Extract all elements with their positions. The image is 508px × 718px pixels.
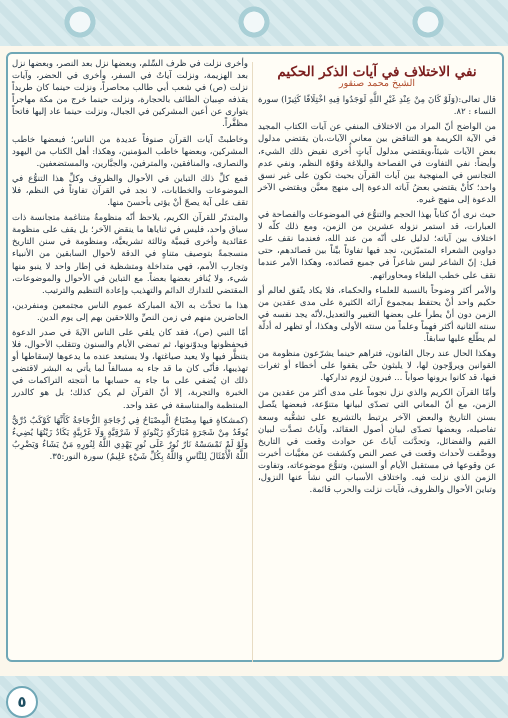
paragraph: والأمر أكثر وضوحاً بالنسبة للعلماء والحكماء، فلا يكاد يتّفق لعالم أو حكيم واحد أنْ يحتفظ بمجموع آرائه الكثيرة على مدى عقدين من الزمن دون أنْ يطرأ على بعضها التغيير والتعديل،لأنّه يجد نفسه في سنته الثانية أكثر فهماً وعلماً من سنته الأولى وهكذا، أو تظهر له أدلّة لم يطّلع عليها سابقاً.: [258, 285, 496, 344]
ornament-icon: [234, 6, 274, 38]
article-title: نفي الاختلاف في آيات الذكر الحكيم: [277, 64, 477, 80]
paragraph: فمع كلِّ ذلك التباين في الأحوال والظروف وكلِّ هذا التنوُّع في الموضوعات والخطابات، لا نجد في القرآن تفاوتاً في النظم، فلا تقف على آية يصحّ أنْ يؤتى بأحسنَ منها.: [12, 173, 248, 209]
paragraph: حيث نرى أنّ كتاباً بهذا الحجم والتنوُّع في الموضوعات والفصاحة في العبارات، قد استمر نزوله عشرين من الزمن، ومع ذلك كلّه لا اختلاف بين آياته؛ لدليل على أنّه من عند الله، فعندما نقف على دواوين الشعراء المتميّزين، نجد فيها تفاوتاً بيِّناً بين قصائدهم، حتى قيل: إنّ الشاعر ليس شاعراً في جميع قصائده، وهكذا الأمر عندما نقف على خطب البلغاء ومحاوراتهم.: [258, 210, 496, 281]
paragraph: وأمّا القرآن الكريم والذي نزل نجوماً على مدى أكثر من عقدين من الزمن، مع أنّ المعاني التي تصدّى لبيانها متنوِّعة، فبعضها يتّصل بسنن التاريخ والبعض الآخر يرتبط بالتشريع على تشعُّبه وسعة تفاصيله، وبعضها تصدّى لبيان أصول العقائد، وآياتٌ تصدَّت لبيان القيم والفضائل، وتحدَّثت آياتٌ عن حوادث وقعت في التاريخ ووصَّفت لأحداث وقعت في عصر النص وكشفت عن مغيَّبات أخبرت عن وقوعها في مستقبل الأيام أو السنين، وتنوُّع موضوعاته، وتفاوت الزمن الذي نزلت فيه. واختلاف الأسباب التي نشأ عنها النزول، وتباين الأحوال والظروف، فآيات نزلت والحرب قائمة.: [258, 388, 496, 496]
paragraph: وأخرى نزلت في ظرف السِّلم، وبعضها نزل بعد النصر، وبعضها نزل بعد الهزيمة، ونزلت آياتٌ في السفر، وأخرى في الحضر، وآيات نزلت (ص) في شعب أبي طالب محاصراً، ونزلت حينما كان طريداً يقذفه صِبيان الطائف بالحجارة، ونزلت حينما خرج من مكة مهاجراً يتوارى عن أعين المشركين في الجبال، ونزلت حينما عاد إليها فاتحاً مظفَّراً.: [12, 59, 248, 130]
quran-verse: (كمشكاةٍ فيها مِصْبَاحٌ الْمِصْبَاحُ فِي زُجَاجَةٍ الزُّجَاجَةُ كَأَنَّهَا كَوْكَبٌ دُرِّيٌّ يُوقَدُ مِنْ شَجَرَةٍ مُبَارَكَةٍ زَيْتُونَةٍ لَا شَرْقِيَّةٍ وَلَا غَرْبِيَّةٍ يَكَادُ زَيْتُهَا يُضِيءُ وَلَوْ لَمْ تَمْسَسْهُ نَارٌ نُورٌ عَلَى نُورٍ يَهْدِي اللَّهُ لِنُورِهِ مَنْ يَشَاءُ وَيَضْرِبُ اللَّهُ الْأَمْثَالَ لِلنَّاسِ وَاللَّهُ بِكُلِّ شَيْءٍ عَلِيمٌ) سورة النور:٣٥.: [12, 415, 248, 462]
bottom-ornament-band: [0, 676, 508, 718]
ornament-icon: [408, 6, 448, 38]
paragraph: أمّا النبي (ص)، فقد كان يلقي على الناس الآيةَ في صدر الدعوة فيحفظونها ويدوّنونها، ثم تمضي الأيام والسنون وتتقلب الأحوال، فلا يتنظَّر فيها ولا يعيد صياغتها، ولا يستبعد عنده ما يدعوها لإسقاطها أو تهذيبها، فأنّى كان ما قد جاء به مسالفاً لما يأتي به البشر لاقتضى ذلك ان يُضفي على ما جاء به حسابها ما أنتجته التراكمات في الخبرة والتجربة، إلا أنّ القرآن لم يكن كذلك؛ بل هو كالدرر المنتظمة والمتناسقة في عقد واحد.: [12, 327, 248, 411]
paragraph: والمتدبّر للقرآن الكريم، يلاحظ أنّه منظومةٌ متناغمة متجانسة ذات سياق واحد، فليس في ثناياها ما ينقض الآخر؛ بل يقف على منظومة عقائدية وأخرى قيميَّة وثالثة تشريعيَّة، ومنظومة في سنن التاريخ منسجمةً بتوصيف متناهٍ في الدقة لأحوال السابقين من الأنبياء وتجارب الأمم، فهي متداخلة ومتشظية في إطار واحد لا ينبو منها شيء، ولا يُنافر بعضها بعضاً. مع التباين في الأحوال والموضوعات، المقتضي للتدارك الدائم والتهذيب وإعادة التنظيم والترتيب.: [12, 213, 248, 296]
article-author: الشيخ محمد صنقور: [339, 78, 415, 90]
left-column: [12, 58, 248, 466]
column-divider: [252, 62, 253, 662]
top-ornament-band: [0, 0, 508, 46]
ornament-icon: [60, 6, 100, 38]
page-number: ٥: [6, 686, 38, 718]
paragraph: وخاطبتْ آيات القرآن صنوفاً عديدة من الناس؛ فبعضها خاطب المشركين، وبعضها خاطب المؤمنين، وهكذا: أهل الكتاب من اليهود والنصارى، والمنافقين، والمترفين، والجبَّارين، والمستضعفين.: [12, 134, 248, 169]
right-column: [258, 62, 496, 499]
paragraph: هذا ما تحدَّث به الآية المباركة عموم الناس مجتمعين ومنفردين، الحاضرين منهم في زمن النصِّ واللاحقين بهم إلى يوم الدين.: [12, 300, 248, 323]
paragraph: وهكذا الحال عند رجال القانون، فتراهم حينما يشرّعون منظومة من القوانين ويروِّجون لها، لا يلبثون حتّى يقفوا على أخطاء أو ثغرات فيها، قد كانوا يرونها صواباً ... فيرون لزوم تداركها.: [258, 349, 496, 384]
paragraph: من الواضح أنّ المراد من الاختلاف المنفي عن آيات الكتاب المجيد في الآية الكريمة هو التناقض بين معاني الآيات،بان يقتضي مدلول بعض الآيات شيئاً،ويقتضي مدلول آياتٍ أُخرى نقيض ذلك الشيء، وأيضاً: نفي التفاوت في الفصاحة والبلاغة وقوّة النظم، ونفي عدم التجانس في المنهجية بين آيات القرآن بحيث تكون على غير نسق واحد؛ كأنْ يقتضي بعضُ آياته الدعوة إلى منهج معيَّن ويقتضي الآخر الدعوة إلى منهج غيره.: [258, 122, 496, 205]
paragraph: قال تعالى:(وَلَوْ كَانَ مِنْ عِنْدِ غَيْرِ اللَّهِ لَوَجَدُوا فِيهِ اخْتِلَافًا كَثِيرًا) سورة النساء : ٨٢.: [258, 95, 496, 118]
